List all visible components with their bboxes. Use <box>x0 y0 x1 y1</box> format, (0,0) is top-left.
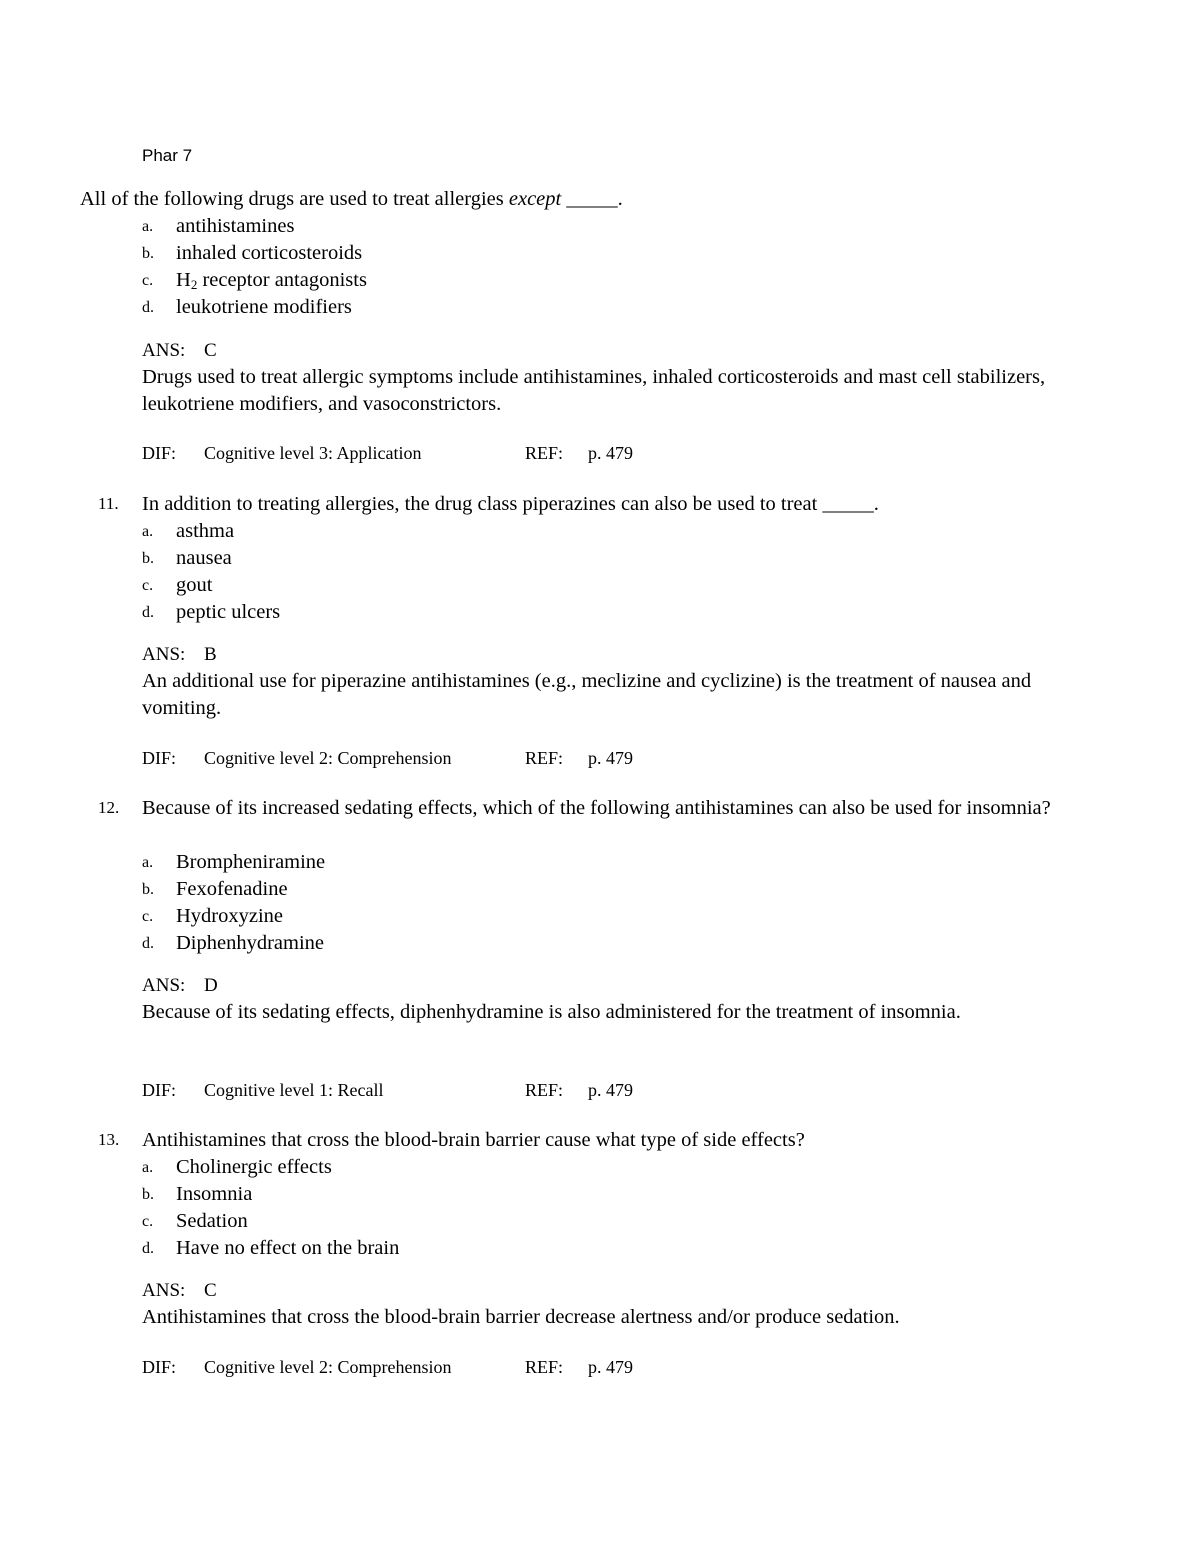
question-number: 12. <box>98 798 120 817</box>
rationale: Because of its sedating effects, diphenhydramine is also administered for the treatment of insomnia. <box>142 1001 961 1023</box>
option-text: gout <box>176 574 213 596</box>
answer-label: ANS: <box>142 975 186 996</box>
option-text: nausea <box>176 547 232 569</box>
stem-text: All of the following drugs are used to treat allergies <box>80 188 509 210</box>
option-text: antihistamines <box>176 215 295 237</box>
option-text: Fexofenadine <box>176 878 288 900</box>
question-stem <box>80 186 1060 213</box>
question-number: 11. <box>98 494 119 513</box>
option-letter: c. <box>142 577 154 594</box>
option-letter: b. <box>142 1186 154 1203</box>
option-letter: a. <box>142 1159 154 1176</box>
answer-value: C <box>204 340 217 361</box>
option-letter: b. <box>142 245 154 262</box>
option-text: Sedation <box>176 1210 248 1232</box>
option-letter: b. <box>142 881 154 898</box>
option-letter: b. <box>142 550 154 567</box>
answer-line <box>142 641 217 668</box>
ref-label: REF: <box>525 1357 564 1377</box>
answer-line <box>142 972 218 999</box>
option-text: Insomnia <box>176 1183 253 1205</box>
option-text: Brompheniramine <box>176 851 326 873</box>
answer-label: ANS: <box>142 340 186 361</box>
option-letter: c. <box>142 272 154 289</box>
option-letter: d. <box>142 604 154 621</box>
option-letter: d. <box>142 1240 154 1257</box>
dif-value: Cognitive level 3: Application <box>204 443 422 463</box>
option-text: asthma <box>176 520 235 542</box>
ref-label: REF: <box>525 1080 564 1100</box>
answer-value: D <box>204 975 218 996</box>
option-text: Diphenhydramine <box>176 932 325 954</box>
answer-value: B <box>204 644 217 665</box>
rationale: An additional use for piperazine antihistamines (e.g., meclizine and cyclizine) is the treatment of nausea and vomiting. <box>142 670 1032 719</box>
option-text: leukotriene modifiers <box>176 296 352 318</box>
ref-value: p. 479 <box>588 443 633 463</box>
answer-line <box>142 1277 217 1304</box>
option-letter: a. <box>142 854 154 871</box>
formula-text: receptor antagonists <box>197 269 367 291</box>
option-text: peptic ulcers <box>176 601 281 623</box>
answer-label: ANS: <box>142 1280 186 1301</box>
ref-label: REF: <box>525 443 564 463</box>
ref-value: p. 479 <box>588 1080 633 1100</box>
question-stem: Because of its increased sedating effects, which of the following antihistamines can also be used for insomnia? <box>142 797 1051 819</box>
option-letter: a. <box>142 218 154 235</box>
option-text: Hydroxyzine <box>176 905 284 927</box>
option-text: Have no effect on the brain <box>176 1237 400 1259</box>
stem-text: _____. <box>561 188 623 210</box>
dif-label: DIF: <box>142 1357 177 1377</box>
formula-text: H <box>176 269 191 291</box>
rationale: Antihistamines that cross the blood-brain barrier decrease alertness and/or produce sedation. <box>142 1306 900 1328</box>
formula-subscript: 2 <box>190 277 198 292</box>
dif-label: DIF: <box>142 443 177 463</box>
option-letter: d. <box>142 935 154 952</box>
rationale: Drugs used to treat allergic symptoms include antihistamines, inhaled corticosteroids and mast cell stabilizers, leukotriene modifiers, and vasoconstrictors. <box>142 366 1046 415</box>
option-text: Cholinergic effects <box>176 1156 332 1178</box>
ref-value: p. 479 <box>588 748 633 768</box>
answer-label: ANS: <box>142 644 186 665</box>
answer-line <box>142 337 217 364</box>
dif-label: DIF: <box>142 748 177 768</box>
question-stem: In addition to treating allergies, the drug class piperazines can also be used to treat _____. <box>142 493 879 515</box>
option-text: inhaled corticosteroids <box>176 242 363 264</box>
dif-label: DIF: <box>142 1080 177 1100</box>
answer-value: C <box>204 1280 217 1301</box>
dif-value: Cognitive level 2: Comprehension <box>204 1357 452 1377</box>
page-title: Phar 7 <box>142 146 193 165</box>
stem-emphasis: except <box>508 188 562 210</box>
question-stem: Antihistamines that cross the blood-brain barrier cause what type of side effects? <box>142 1129 805 1151</box>
dif-value: Cognitive level 1: Recall <box>204 1080 384 1100</box>
ref-label: REF: <box>525 748 564 768</box>
ref-value: p. 479 <box>588 1357 633 1377</box>
dif-value: Cognitive level 2: Comprehension <box>204 748 452 768</box>
option-letter: a. <box>142 523 154 540</box>
question-number: 13. <box>98 1130 120 1149</box>
option-letter: c. <box>142 908 154 925</box>
option-letter: d. <box>142 299 154 316</box>
option-letter: c. <box>142 1213 154 1230</box>
